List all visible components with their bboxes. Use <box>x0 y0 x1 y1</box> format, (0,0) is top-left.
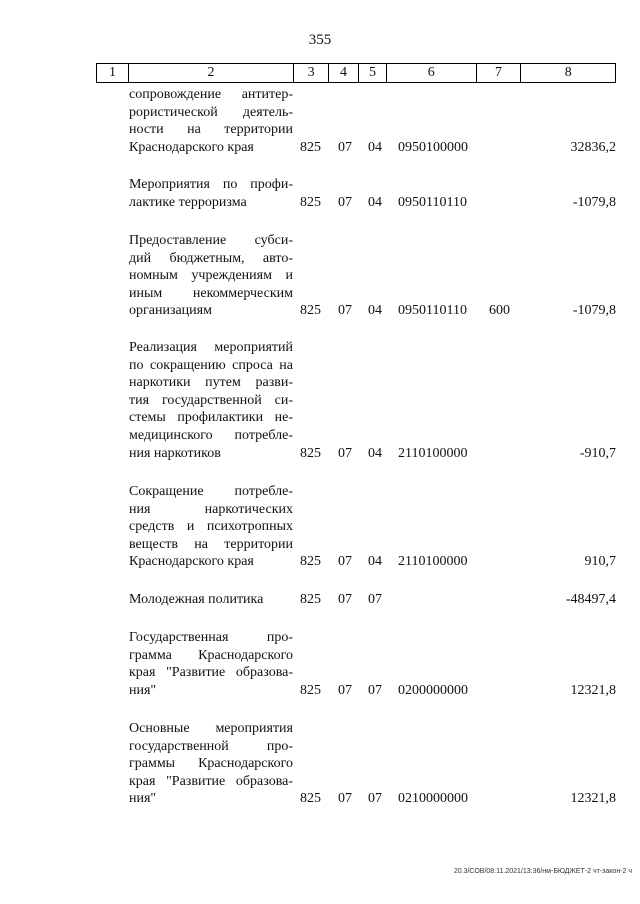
target-article-code: 0210000000 <box>398 791 468 807</box>
description-line: иным некоммерческим <box>129 285 293 301</box>
row-description <box>129 339 293 462</box>
section-code: 07 <box>338 791 352 807</box>
description-line: ния" <box>129 682 157 698</box>
amount: -1079,8 <box>572 303 616 319</box>
section-code: 07 <box>338 139 352 155</box>
subsection-code: 07 <box>368 682 382 698</box>
description-line: дий бюджетным, авто- <box>129 250 293 266</box>
description-line: Государственная про- <box>129 630 293 645</box>
admin-code: 825 <box>300 139 321 155</box>
description-line: рористической деятель- <box>129 104 293 120</box>
description-line: Сокращение потребле- <box>129 484 293 499</box>
description-line: наркотики путем разви- <box>129 375 293 391</box>
subsection-code: 04 <box>368 554 382 570</box>
admin-code: 825 <box>300 194 321 210</box>
description-line: ности на территории <box>129 122 293 138</box>
description-line: ния наркотиков <box>129 445 221 461</box>
admin-code: 825 <box>300 303 321 319</box>
description-line: сопровождение антитер- <box>129 87 293 102</box>
admin-code: 825 <box>300 445 321 461</box>
row-description <box>129 232 293 320</box>
section-code: 07 <box>338 554 352 570</box>
header-col-1: 1 <box>97 64 129 82</box>
target-article-code: 0950110110 <box>398 194 467 210</box>
row-description <box>129 86 293 156</box>
target-article-code: 0950100000 <box>398 139 468 155</box>
subsection-code: 04 <box>368 445 382 461</box>
header-col-8: 8 <box>564 65 572 80</box>
subsection-code: 04 <box>368 303 382 319</box>
header-col-2: 2 <box>129 64 294 82</box>
amount: 12321,8 <box>570 682 616 698</box>
header-col-6: 6 <box>387 64 477 82</box>
description-line: веществ на территории <box>129 536 293 552</box>
amount: -48497,4 <box>565 592 616 607</box>
subsection-code: 07 <box>368 592 382 607</box>
header-col-5: 5 <box>359 64 387 82</box>
subsection-code: 04 <box>368 139 382 155</box>
admin-code: 825 <box>300 554 321 570</box>
header-col-7: 7 <box>477 64 522 82</box>
description-line: номным учреждениям и <box>129 268 293 284</box>
subsection-code: 04 <box>368 194 382 210</box>
expense-type-code: 600 <box>489 303 510 319</box>
subsection-code: 07 <box>368 791 382 807</box>
row-description <box>129 483 293 571</box>
amount: -910,7 <box>579 445 616 461</box>
section-code: 07 <box>338 194 352 210</box>
amount: -1079,8 <box>572 194 616 210</box>
row-description <box>129 629 293 699</box>
amount: 32836,2 <box>570 139 616 155</box>
description-line: медицинского потребле- <box>129 427 293 443</box>
description-line: государственной про- <box>129 738 293 754</box>
section-code: 07 <box>338 682 352 698</box>
target-article-code: 0950110110 <box>398 303 467 319</box>
description-line: Реализация мероприятий <box>129 340 293 355</box>
description-line: Краснодарского края <box>129 139 254 155</box>
description-line: средств и психотропных <box>129 519 293 535</box>
target-article-code: 0200000000 <box>398 682 468 698</box>
description-line: организациям <box>129 303 212 319</box>
description-line: Мероприятия по профи- <box>129 177 293 192</box>
description-line: грамма Краснодарского <box>129 647 293 663</box>
description-line: стемы профилактики не- <box>129 410 293 426</box>
admin-code: 825 <box>300 682 321 698</box>
target-article-code: 2110100000 <box>398 445 468 461</box>
page-number: 355 <box>308 32 332 48</box>
description-line: Основные мероприятия <box>129 721 293 736</box>
description-line: Краснодарского края <box>129 554 254 570</box>
table-header-row <box>96 63 616 83</box>
description-line: ния" <box>129 791 157 807</box>
row-description <box>129 720 293 808</box>
description-line: Молодежная политика <box>129 592 264 607</box>
description-line: ния наркотических <box>129 501 293 517</box>
description-line: края "Развитие образова- <box>129 665 293 681</box>
description-line: тия государственной си- <box>129 392 293 408</box>
target-article-code: 2110100000 <box>398 554 468 570</box>
header-col-4: 4 <box>329 64 359 82</box>
amount: 12321,8 <box>570 791 616 807</box>
admin-code: 825 <box>300 791 321 807</box>
footer-document-code: 20.3/СОВ/08.11.2021/13:36/нм-БЮДЖЕТ-2 чт-закон-2 ч <box>453 868 632 875</box>
description-line: лактике терроризма <box>129 194 247 210</box>
section-code: 07 <box>338 303 352 319</box>
description-line: по сокращению спроса на <box>129 357 293 373</box>
admin-code: 825 <box>300 592 321 607</box>
description-line: Предоставление субси- <box>129 233 293 248</box>
description-line: края "Развитие образова- <box>129 773 293 789</box>
header-col-3: 3 <box>294 64 329 82</box>
description-line: граммы Краснодарского <box>129 756 293 772</box>
row-description <box>129 591 293 609</box>
row-description <box>129 176 293 211</box>
section-code: 07 <box>338 445 352 461</box>
amount: 910,7 <box>584 554 616 570</box>
section-code: 07 <box>338 592 352 607</box>
